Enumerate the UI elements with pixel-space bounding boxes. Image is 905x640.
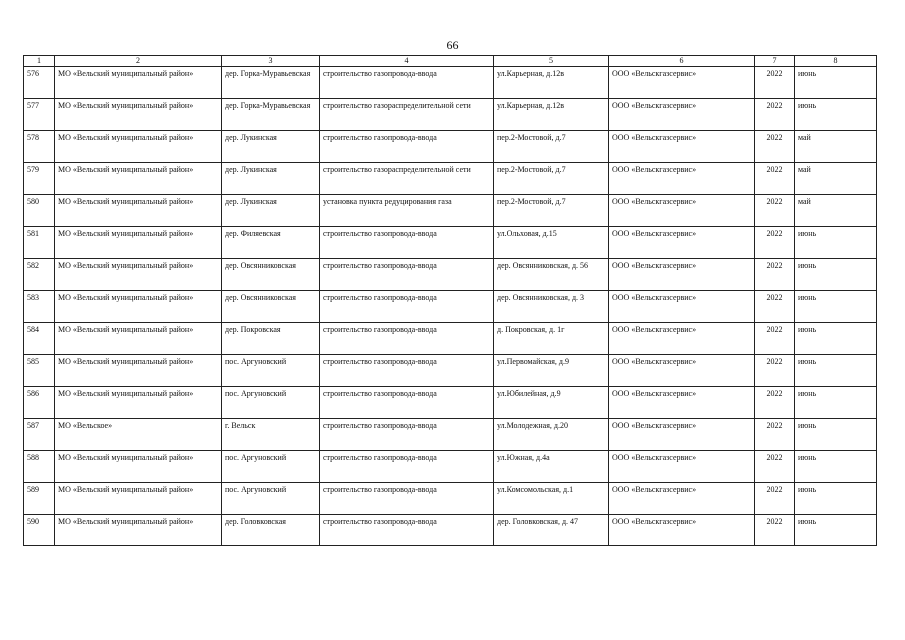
municipality-cell: МО «Вельский муниципальный район» xyxy=(55,323,222,355)
month-cell: июнь xyxy=(795,323,877,355)
address-cell: ул.Карьерная, д.12в xyxy=(494,67,609,99)
municipality-cell: МО «Вельский муниципальный район» xyxy=(55,195,222,227)
municipality-cell: МО «Вельский муниципальный район» xyxy=(55,387,222,419)
work-type-cell: строительство газопровода-ввода xyxy=(320,259,494,291)
settlement-cell: пос. Аргуновский xyxy=(222,355,320,387)
contractor-cell: ООО «Вельскгазсервис» xyxy=(609,67,755,99)
month-cell: июнь xyxy=(795,227,877,259)
address-cell: ул.Карьерная, д.12в xyxy=(494,99,609,131)
year-cell: 2022 xyxy=(755,291,795,323)
municipality-cell: МО «Вельский муниципальный район» xyxy=(55,131,222,163)
column-header: 7 xyxy=(755,56,795,67)
work-type-cell: строительство газопровода-ввода xyxy=(320,227,494,259)
year-cell: 2022 xyxy=(755,67,795,99)
address-cell: д. Покровская, д. 1г xyxy=(494,323,609,355)
year-cell: 2022 xyxy=(755,195,795,227)
year-cell: 2022 xyxy=(755,259,795,291)
address-cell: пер.2-Мостовой, д.7 xyxy=(494,195,609,227)
column-header: 3 xyxy=(222,56,320,67)
settlement-cell: дер. Лукинская xyxy=(222,195,320,227)
address-cell: дер. Головковская, д. 47 xyxy=(494,515,609,546)
year-cell: 2022 xyxy=(755,387,795,419)
row-number-cell: 583 xyxy=(24,291,55,323)
month-cell: июнь xyxy=(795,67,877,99)
row-number-cell: 581 xyxy=(24,227,55,259)
address-cell: ул.Первомайская, д.9 xyxy=(494,355,609,387)
gasification-register-table xyxy=(23,55,877,546)
settlement-cell: дер. Головковская xyxy=(222,515,320,546)
year-cell: 2022 xyxy=(755,419,795,451)
settlement-cell: пос. Аргуновский xyxy=(222,451,320,483)
municipality-cell: МО «Вельский муниципальный район» xyxy=(55,227,222,259)
month-cell: июнь xyxy=(795,99,877,131)
table-row xyxy=(24,259,877,291)
row-number-cell: 578 xyxy=(24,131,55,163)
column-header: 4 xyxy=(320,56,494,67)
contractor-cell: ООО «Вельскгазсервис» xyxy=(609,259,755,291)
month-cell: июнь xyxy=(795,451,877,483)
year-cell: 2022 xyxy=(755,451,795,483)
work-type-cell: строительство газораспределительной сети xyxy=(320,163,494,195)
contractor-cell: ООО «Вельскгазсервис» xyxy=(609,227,755,259)
month-cell: июнь xyxy=(795,483,877,515)
contractor-cell: ООО «Вельскгазсервис» xyxy=(609,419,755,451)
address-cell: ул.Комсомольская, д.1 xyxy=(494,483,609,515)
month-cell: май xyxy=(795,195,877,227)
table-row xyxy=(24,419,877,451)
municipality-cell: МО «Вельский муниципальный район» xyxy=(55,67,222,99)
municipality-cell: МО «Вельский муниципальный район» xyxy=(55,483,222,515)
municipality-cell: МО «Вельское» xyxy=(55,419,222,451)
table-row xyxy=(24,291,877,323)
work-type-cell: строительство газопровода-ввода xyxy=(320,451,494,483)
table-row xyxy=(24,163,877,195)
column-header: 2 xyxy=(55,56,222,67)
contractor-cell: ООО «Вельскгазсервис» xyxy=(609,483,755,515)
contractor-cell: ООО «Вельскгазсервис» xyxy=(609,291,755,323)
row-number-cell: 589 xyxy=(24,483,55,515)
work-type-cell: установка пункта редуцирования газа xyxy=(320,195,494,227)
column-header: 1 xyxy=(24,56,55,67)
register-body xyxy=(24,67,877,546)
row-number-cell: 587 xyxy=(24,419,55,451)
settlement-cell: пос. Аргуновский xyxy=(222,483,320,515)
row-number-cell: 585 xyxy=(24,355,55,387)
work-type-cell: строительство газопровода-ввода xyxy=(320,291,494,323)
contractor-cell: ООО «Вельскгазсервис» xyxy=(609,451,755,483)
table-row xyxy=(24,195,877,227)
month-cell: июнь xyxy=(795,291,877,323)
settlement-cell: г. Вельск xyxy=(222,419,320,451)
year-cell: 2022 xyxy=(755,131,795,163)
work-type-cell: строительство газопровода-ввода xyxy=(320,67,494,99)
table-row xyxy=(24,355,877,387)
table-row xyxy=(24,451,877,483)
address-cell: ул.Южная, д.4а xyxy=(494,451,609,483)
table-row xyxy=(24,387,877,419)
settlement-cell: дер. Овсянниковская xyxy=(222,259,320,291)
municipality-cell: МО «Вельский муниципальный район» xyxy=(55,515,222,546)
year-cell: 2022 xyxy=(755,323,795,355)
municipality-cell: МО «Вельский муниципальный район» xyxy=(55,99,222,131)
year-cell: 2022 xyxy=(755,99,795,131)
municipality-cell: МО «Вельский муниципальный район» xyxy=(55,259,222,291)
settlement-cell: дер. Горка-Муравьевская xyxy=(222,67,320,99)
work-type-cell: строительство газопровода-ввода xyxy=(320,387,494,419)
month-cell: июнь xyxy=(795,355,877,387)
year-cell: 2022 xyxy=(755,227,795,259)
work-type-cell: строительство газопровода-ввода xyxy=(320,131,494,163)
contractor-cell: ООО «Вельскгазсервис» xyxy=(609,515,755,546)
settlement-cell: дер. Филяевская xyxy=(222,227,320,259)
settlement-cell: дер. Лукинская xyxy=(222,131,320,163)
year-cell: 2022 xyxy=(755,355,795,387)
month-cell: июнь xyxy=(795,419,877,451)
row-number-cell: 586 xyxy=(24,387,55,419)
contractor-cell: ООО «Вельскгазсервис» xyxy=(609,387,755,419)
row-number-cell: 580 xyxy=(24,195,55,227)
column-header: 8 xyxy=(795,56,877,67)
contractor-cell: ООО «Вельскгазсервис» xyxy=(609,99,755,131)
municipality-cell: МО «Вельский муниципальный район» xyxy=(55,451,222,483)
work-type-cell: строительство газопровода-ввода xyxy=(320,419,494,451)
settlement-cell: пос. Аргуновский xyxy=(222,387,320,419)
table-row xyxy=(24,131,877,163)
column-header: 6 xyxy=(609,56,755,67)
table-row xyxy=(24,323,877,355)
settlement-cell: дер. Лукинская xyxy=(222,163,320,195)
month-cell: июнь xyxy=(795,387,877,419)
address-cell: ул.Молодежная, д.20 xyxy=(494,419,609,451)
row-number-cell: 579 xyxy=(24,163,55,195)
contractor-cell: ООО «Вельскгазсервис» xyxy=(609,131,755,163)
address-cell: пер.2-Мостовой, д.7 xyxy=(494,163,609,195)
table-row xyxy=(24,67,877,99)
row-number-cell: 584 xyxy=(24,323,55,355)
municipality-cell: МО «Вельский муниципальный район» xyxy=(55,291,222,323)
year-cell: 2022 xyxy=(755,483,795,515)
settlement-cell: дер. Овсянниковская xyxy=(222,291,320,323)
table-row xyxy=(24,99,877,131)
page-number: 66 xyxy=(446,38,459,52)
address-cell: ул.Ольховая, д.15 xyxy=(494,227,609,259)
row-number-cell: 590 xyxy=(24,515,55,546)
work-type-cell: строительство газопровода-ввода xyxy=(320,323,494,355)
year-cell: 2022 xyxy=(755,515,795,546)
address-cell: ул.Юбилейная, д.9 xyxy=(494,387,609,419)
row-number-cell: 576 xyxy=(24,67,55,99)
row-number-cell: 577 xyxy=(24,99,55,131)
row-number-cell: 588 xyxy=(24,451,55,483)
work-type-cell: строительство газопровода-ввода xyxy=(320,483,494,515)
contractor-cell: ООО «Вельскгазсервис» xyxy=(609,163,755,195)
table-row xyxy=(24,483,877,515)
month-cell: май xyxy=(795,131,877,163)
table-row xyxy=(24,227,877,259)
address-cell: пер.2-Мостовой, д.7 xyxy=(494,131,609,163)
column-number-row xyxy=(24,56,877,67)
month-cell: июнь xyxy=(795,515,877,546)
contractor-cell: ООО «Вельскгазсервис» xyxy=(609,195,755,227)
municipality-cell: МО «Вельский муниципальный район» xyxy=(55,163,222,195)
month-cell: июнь xyxy=(795,259,877,291)
contractor-cell: ООО «Вельскгазсервис» xyxy=(609,323,755,355)
work-type-cell: строительство газопровода-ввода xyxy=(320,355,494,387)
table-row xyxy=(24,515,877,546)
work-type-cell: строительство газопровода-ввода xyxy=(320,515,494,546)
month-cell: май xyxy=(795,163,877,195)
settlement-cell: дер. Горка-Муравьевская xyxy=(222,99,320,131)
address-cell: дер. Овсянниковская, д. 3 xyxy=(494,291,609,323)
column-header: 5 xyxy=(494,56,609,67)
municipality-cell: МО «Вельский муниципальный район» xyxy=(55,355,222,387)
address-cell: дер. Овсянниковская, д. 56 xyxy=(494,259,609,291)
settlement-cell: дер. Покровская xyxy=(222,323,320,355)
contractor-cell: ООО «Вельскгазсервис» xyxy=(609,355,755,387)
work-type-cell: строительство газораспределительной сети xyxy=(320,99,494,131)
year-cell: 2022 xyxy=(755,163,795,195)
row-number-cell: 582 xyxy=(24,259,55,291)
